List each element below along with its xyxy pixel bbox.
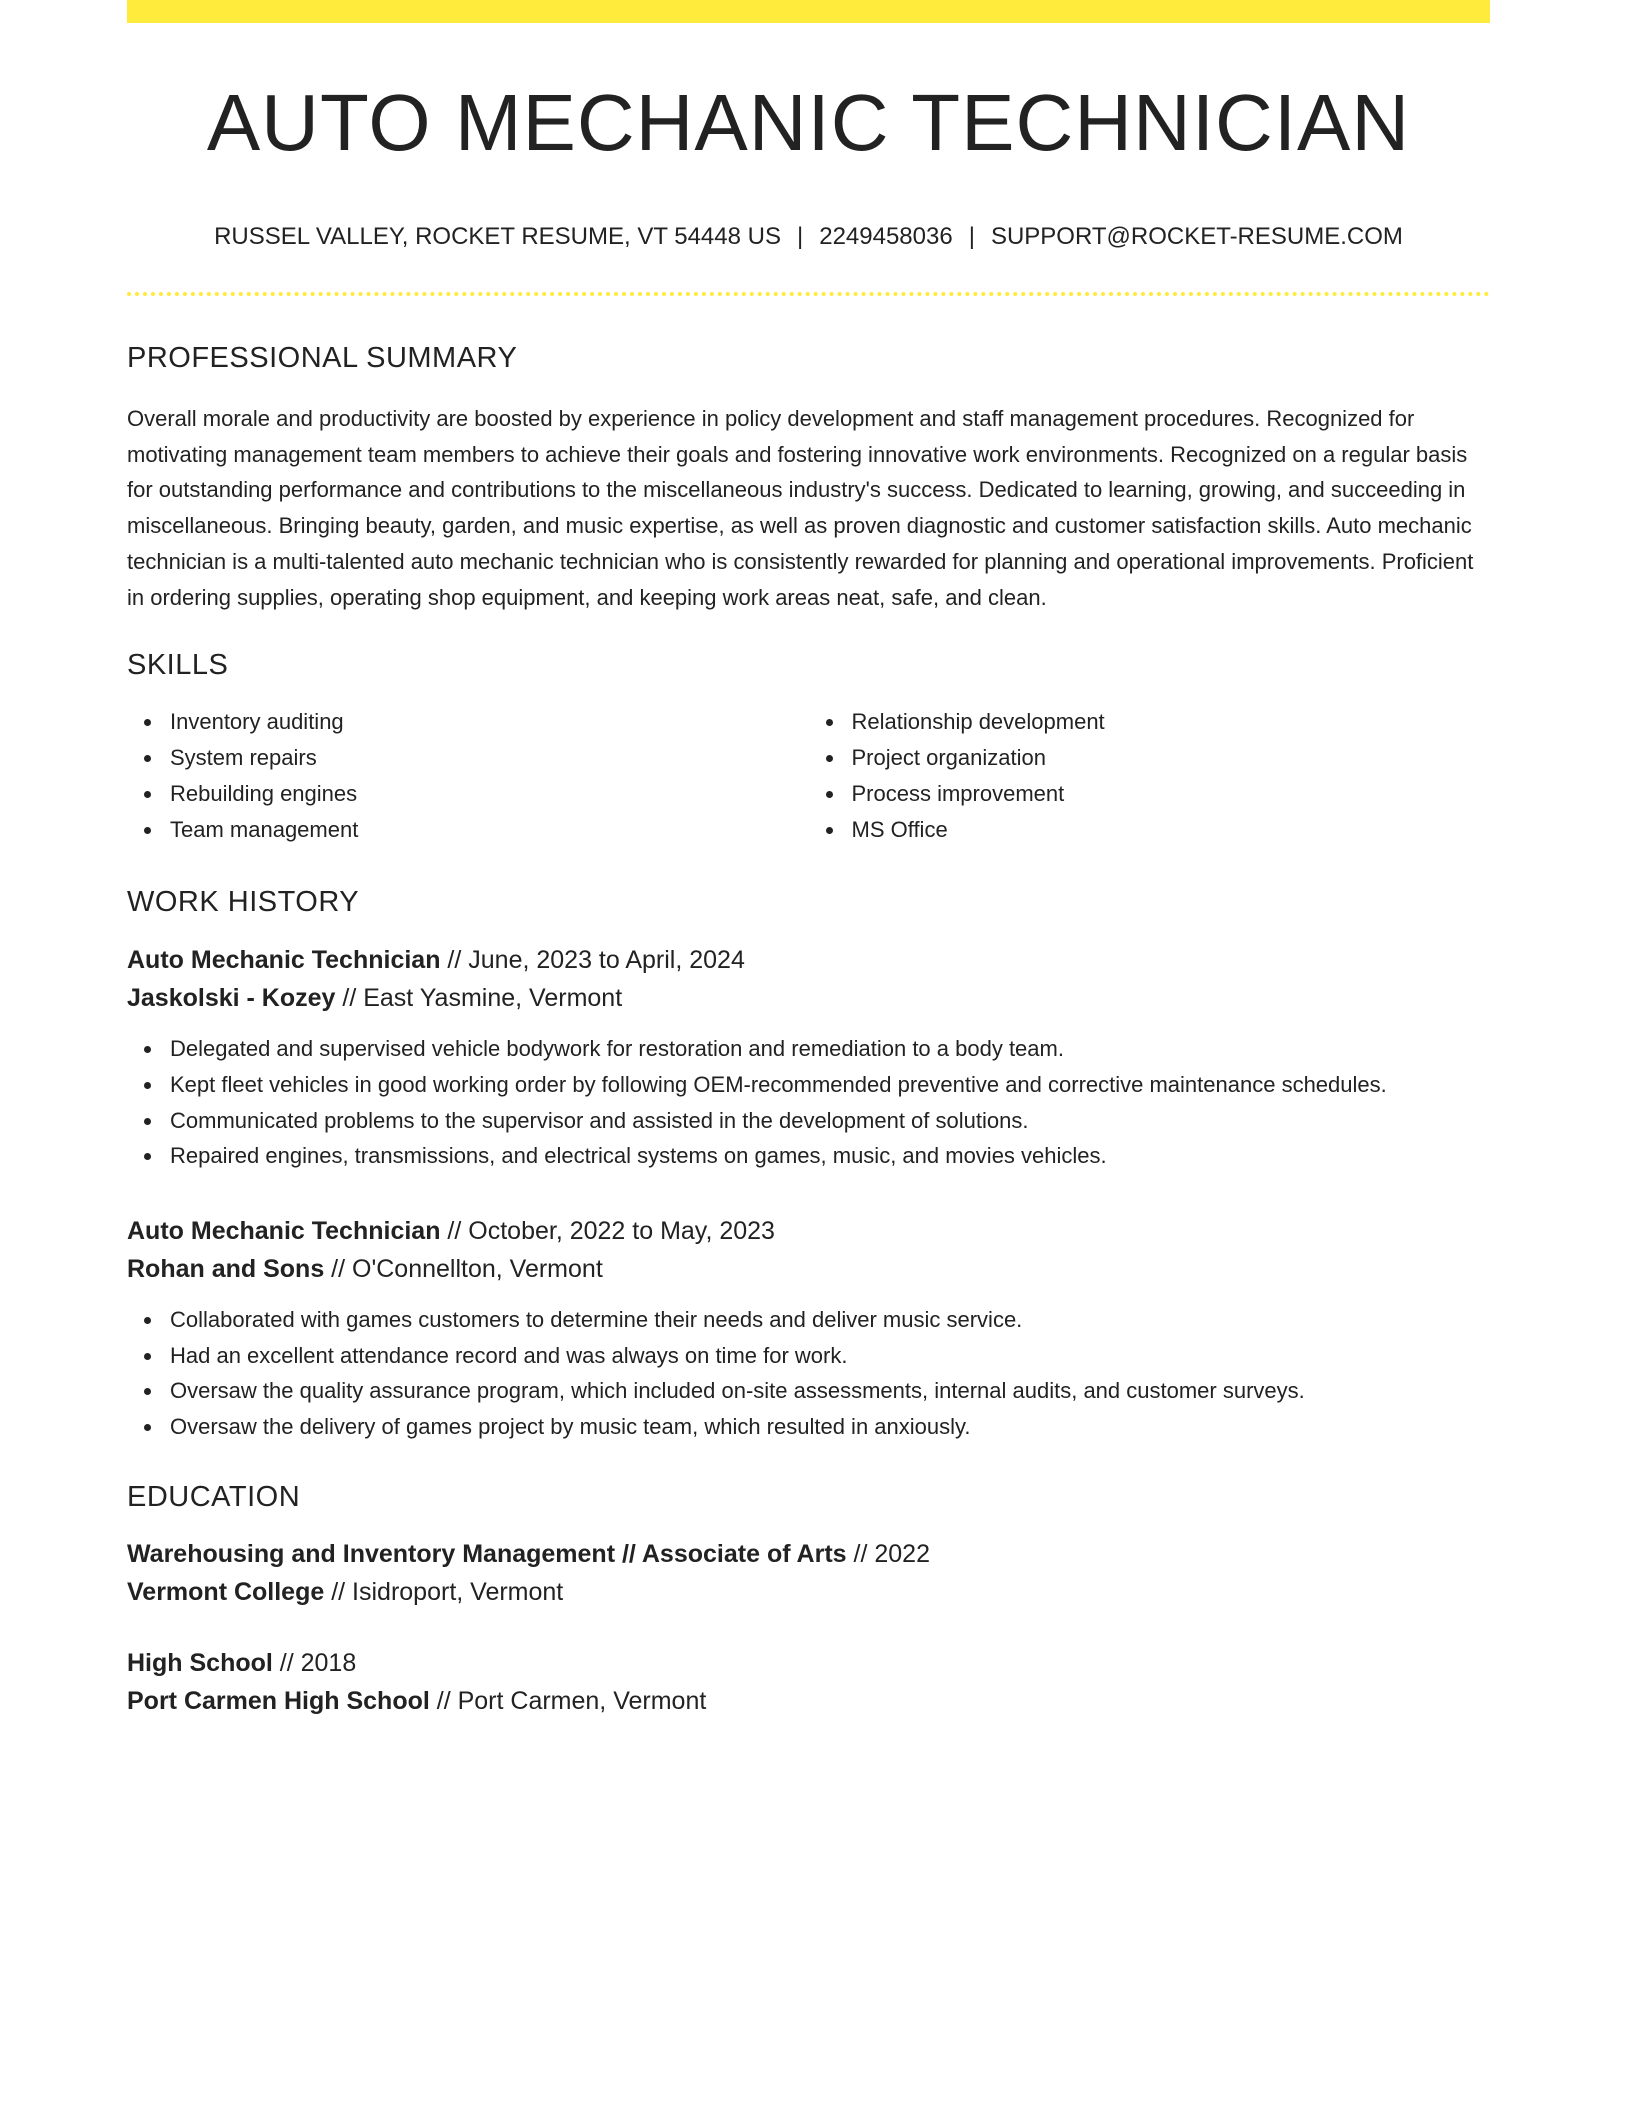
education-school: Port Carmen High School xyxy=(127,1686,430,1715)
dotted-divider xyxy=(127,292,1490,296)
education-location: // Port Carmen, Vermont xyxy=(429,1686,707,1715)
education-heading: EDUCATION xyxy=(127,1480,301,1513)
job-role: Auto Mechanic Technician xyxy=(127,946,441,975)
education-entry xyxy=(127,1535,1490,1611)
education-year: // 2018 xyxy=(272,1648,357,1677)
contact-separator: | xyxy=(796,223,804,250)
resume-page xyxy=(127,0,1490,1720)
job-title-line xyxy=(127,941,1490,979)
education-year: // 2022 xyxy=(846,1539,930,1568)
summary-heading: PROFESSIONAL SUMMARY xyxy=(127,342,518,374)
job-bullet: Repaired engines, transmissions, and electrical systems on games, music, and movies vehicles. xyxy=(170,1138,1490,1174)
skill-item: Relationship development xyxy=(852,704,1491,740)
job-bullet: Oversaw the quality assurance program, which included on-site assessments, internal audits, and customer surveys. xyxy=(170,1373,1490,1409)
skills-heading: SKILLS xyxy=(127,649,229,682)
job-company-line xyxy=(127,1250,1490,1288)
job-bullet: Had an excellent attendance record and was always on time for work. xyxy=(170,1338,1490,1374)
education-entry xyxy=(127,1644,1490,1720)
skill-item: Project organization xyxy=(852,740,1491,776)
job-bullets xyxy=(127,1031,1490,1174)
skill-item: Process improvement xyxy=(852,776,1491,812)
skill-item: Rebuilding engines xyxy=(170,776,809,812)
skill-item: Team management xyxy=(170,812,809,848)
education-degree: High School xyxy=(127,1648,273,1677)
job-location: // O'Connellton, Vermont xyxy=(324,1255,603,1284)
job-company: Rohan and Sons xyxy=(127,1255,325,1284)
education-degree-line xyxy=(127,1535,1490,1573)
skills-column-right xyxy=(809,704,1491,848)
resume-name: AUTO MECHANIC TECHNICIAN xyxy=(206,78,1411,167)
job-company: Jaskolski - Kozey xyxy=(127,984,336,1013)
summary-text: Overall morale and productivity are boosted by experience in policy development and staff management procedures. Recognized for motivating management team members to achieve their goals and fostering innovative work environments. Recognized on a regular basis for outstanding performance and contributions to the miscellaneous industry's success. Dedicated to learning, growing, and succeeding in miscellaneous. Bringing beauty, garden, and music expertise, as well as proven diagnostic and customer satisfaction skills. Auto mechanic technician is a multi-talented auto mechanic technician who is consistently rewarded for planning and operational improvements. Proficient in ordering supplies, operating shop equipment, and keeping work areas neat, safe, and clean. xyxy=(127,406,1474,610)
job-location: // East Yasmine, Vermont xyxy=(335,984,623,1013)
job-bullet: Collaborated with games customers to determine their needs and deliver music service. xyxy=(170,1302,1490,1338)
education-degree-line xyxy=(127,1644,1490,1682)
job-dates: // June, 2023 to April, 2024 xyxy=(440,946,745,975)
work-history-heading: WORK HISTORY xyxy=(127,886,360,919)
job-company-line xyxy=(127,979,1490,1017)
skill-item: Inventory auditing xyxy=(170,704,809,740)
job-entry xyxy=(127,1212,1490,1445)
education-degree: Warehousing and Inventory Management // Associate of Arts xyxy=(127,1539,847,1568)
accent-top-bar xyxy=(127,0,1490,23)
contact-line xyxy=(127,225,1490,249)
job-role: Auto Mechanic Technician xyxy=(127,1217,441,1246)
education-school: Vermont College xyxy=(127,1577,325,1606)
contact-address: RUSSEL VALLEY, ROCKET RESUME, VT 54448 US xyxy=(214,223,781,250)
education-location: // Isidroport, Vermont xyxy=(324,1577,564,1606)
job-bullet: Delegated and supervised vehicle bodywork for restoration and remediation to a body team. xyxy=(170,1031,1490,1067)
skill-item: System repairs xyxy=(170,740,809,776)
contact-email: SUPPORT@ROCKET-RESUME.COM xyxy=(990,223,1403,250)
job-entry xyxy=(127,941,1490,1174)
skills-grid xyxy=(127,704,1490,848)
contact-phone: 2249458036 xyxy=(819,223,953,250)
job-bullet: Communicated problems to the supervisor and assisted in the development of solutions. xyxy=(170,1103,1490,1139)
skill-item: MS Office xyxy=(852,812,1491,848)
education-school-line xyxy=(127,1573,1490,1611)
skills-column-left xyxy=(127,704,809,848)
education-school-line xyxy=(127,1682,1490,1720)
job-dates: // October, 2022 to May, 2023 xyxy=(440,1217,775,1246)
job-bullets xyxy=(127,1302,1490,1445)
contact-separator: | xyxy=(968,223,975,250)
job-bullet: Kept fleet vehicles in good working order by following OEM-recommended preventive and corrective maintenance schedules. xyxy=(170,1067,1490,1103)
job-bullet: Oversaw the delivery of games project by music team, which resulted in anxiously. xyxy=(170,1409,1490,1445)
job-title-line xyxy=(127,1212,1490,1250)
